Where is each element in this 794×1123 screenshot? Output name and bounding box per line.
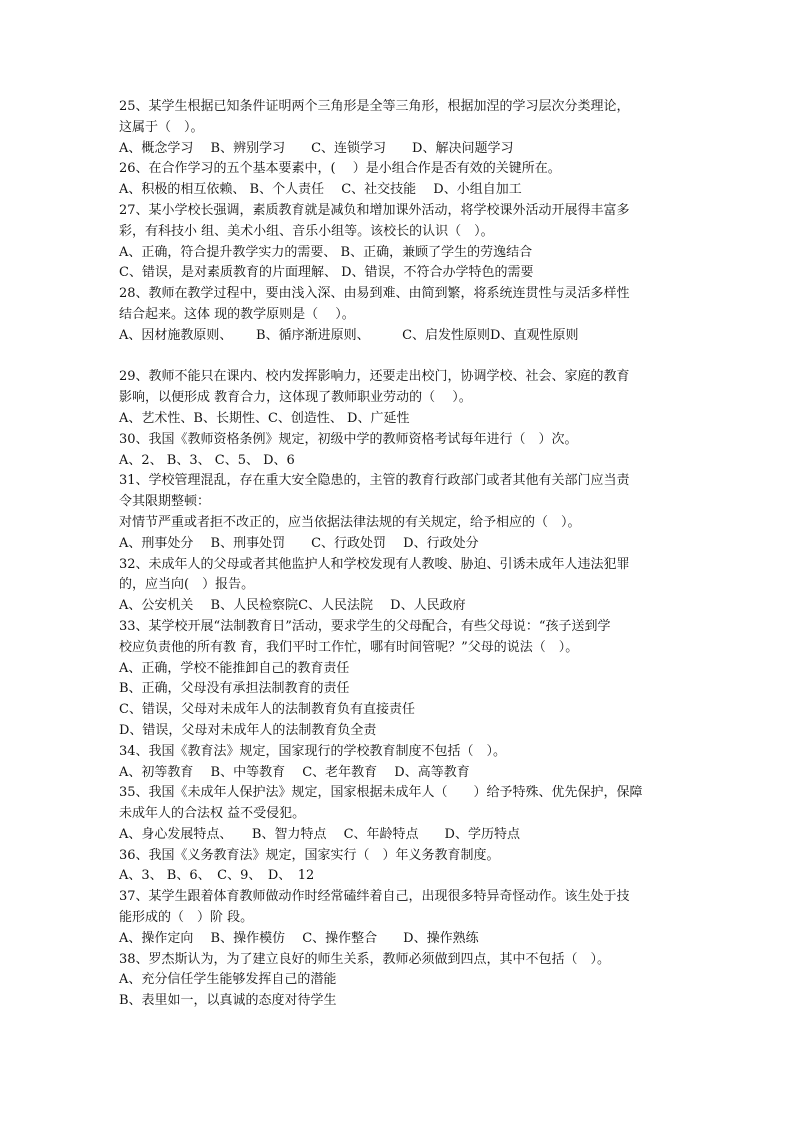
question-25-line-1: 25、某学生根据已知条件证明两个三角形是全等三角形，根据加涅的学习层次分类理论， [119,99,630,114]
question-26-options: A、积极的相互依赖、 B、个人责任 C、社交技能 D、小组自加工 [119,182,522,198]
question-38-option-b: B、表里如一，以真诚的态度对待学生 [119,993,337,1009]
question-33-option-c: C、错误，父母对未成年人的法制教育负有直接责任 [119,702,415,718]
question-33-line-2: 校应负责他的所有教 育，我们平时工作忙，哪有时间管呢？”父母的说法（ ）。 [119,639,579,655]
question-28-line-1: 28、教师在教学过程中，要由浅入深、由易到难、由简到繁，将系统连贯性与灵活多样性 [119,286,630,302]
question-28-line-2: 结合起来。这体 现的教学原则是（ ）。 [119,306,355,322]
question-35-options: A、身心发展特点、 B、智力特点 C、年龄特点 D、学历特点 [119,826,520,842]
question-30-options: A、2、 B、3、 C、5、 D、6 [119,452,295,468]
question-25-line-2: 这属于（ ）。 [119,119,204,135]
question-37-line-2: 能形成的（ ）阶 段。 [119,910,254,926]
question-35-line-2: 未成年人的合法权 益不受侵犯。 [119,806,306,822]
question-33-option-d: D、错误，父母对未成年人的法制教育负全责 [119,722,377,738]
question-33-option-a: A、正确，学校不能推卸自己的教育责任 [119,660,350,676]
question-33-option-b: B、正确，父母没有承担法制教育的责任 [119,681,350,697]
question-33-line-1: 33、某学校开展“法制教育日”活动，要求学生的父母配合，有些父母说：“孩子送到学 [119,618,611,634]
question-29-line-1: 29、教师不能只在课内、校内发挥影响力，还要走出校门，协调学校、社会、家庭的教育 [119,369,630,385]
question-32-line-2: 的，应当向( ）报告。 [119,577,255,593]
question-29-line-2: 影响，以便形成 教育合力，这体现了教师职业劳动的（ ）。 [119,390,472,406]
question-31-line-1: 31、学校管理混乱，存在重大安全隐患的，主管的教育行政部门或者其他有关部门应当责 [119,473,630,489]
question-32-options: A、公安机关 B、人民检察院C、人民法院 D、人民政府 [119,598,466,614]
question-25-options: A、概念学习 B、辨别学习 C、连锁学习 D、解决问题学习 [119,140,514,156]
question-27-line-1: 27、某小学校长强调，素质教育就是减负和增加课外活动，将学校课外活动开展得丰富多 [119,202,630,218]
question-34-line-1: 34、我国《教育法》规定，国家现行的学校教育制度不包括（ ）。 [119,743,507,759]
question-35-line-1: 35、我国《未成年人保护法》规定，国家根据未成年人（ ）给予特殊、优先保护，保障 [119,785,643,801]
question-30-line-1: 30、我国《教师资格条例》规定，初级中学的教师资格考试每年进行（ ）次。 [119,431,578,447]
question-31-line-2: 令其限期整顿： [119,494,211,510]
question-31-line-3: 对情节严重或者拒不改正的，应当依据法律法规的有关规定，给予相应的（ ）。 [119,514,581,530]
question-38-option-a: A、充分信任学生能够发挥自己的潜能 [119,972,337,988]
question-31-options: A、刑事处分 B、刑事处罚 C、行政处罚 D、行政处分 [119,535,479,551]
blank-line [119,347,679,368]
question-32-line-1: 32、未成年人的父母或者其他监护人和学校发现有人教唆、胁迫、引诱未成年人违法犯罪 [119,556,630,572]
question-34-options: A、初等教育 B、中等教育 C、老年教育 D、高等教育 [119,764,470,780]
question-27-line-2: 彩，有科技小 组、美术小组、音乐小组等。该校长的认识（ ）。 [119,223,494,239]
exam-text-body [119,97,679,1012]
question-36-line-1: 36、我国《义务教育法》规定，国家实行（ ）年义务教育制度。 [119,847,500,863]
question-27-options-cd: C、错误，是对素质教育的片面理解、 D、错误，不符合办学特色的需要 [119,265,534,281]
question-28-options: A、因材施教原则、 B、循序渐进原则、 C、启发性原则D、直观性原则 [119,327,579,343]
question-29-options: A、艺术性、B、长期性、C、创造性、 D、广延性 [119,410,410,426]
question-26-line-1: 26、在合作学习的五个基本要素中，( ）是小组合作是否有效的关键所在。 [119,161,561,177]
question-37-line-1: 37、某学生跟着体育教师做动作时经常磕绊着自己，出现很多特异奇怪动作。该生处于技 [119,889,630,905]
question-37-options: A、操作定向 B、操作模仿 C、操作整合 D、操作熟练 [119,930,479,946]
question-27-options-ab: A、正确，符合提升教学实力的需要、 B、正确，兼顾了学生的劳逸结合 [119,244,533,260]
question-38-line-1: 38、罗杰斯认为，为了建立良好的师生关系，教师必须做到四点，其中不包括（ ）。 [119,951,611,967]
question-36-options: A、3、 B、6、 C、9、 D、 12 [119,868,315,884]
